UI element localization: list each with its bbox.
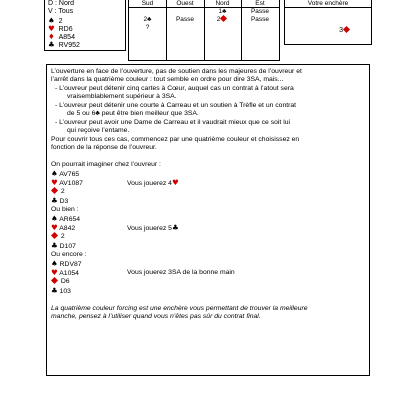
intro-line-2: l’arrêt dans la quatrième couleur : tout semble en ordre pour dire 3SA, mais...	[51, 76, 284, 83]
bid-nord-2: 2	[204, 16, 241, 24]
diamond-icon	[51, 277, 58, 284]
intro-line-1: L’ouverture en face de l’ouverture, pas de soutien dans les majeures de l’ouvreur et	[51, 68, 302, 75]
hand2-diamonds: 2	[51, 233, 65, 241]
result-1: Vous jouerez 4♥	[127, 178, 179, 187]
cover-line-1: Pour couvrir tous ces cas, commencez par une quatrième couleur et choisissez en	[51, 136, 300, 143]
cover-line-2: fonction de la réponse de l’ouvreur.	[51, 144, 157, 151]
imagine-line: On pourrait imaginer chez l’ouvreur :	[51, 161, 161, 168]
bullet-2b: de 5 ou 6♣ peut être bien meilleur que 3SA.	[67, 110, 199, 117]
heart-icon: ♥	[51, 268, 58, 277]
bullet-1a: - L’ouvreur peut détenir cinq cartes à Cœur, auquel cas un contrat à l’atout sera	[55, 85, 294, 92]
deal-box	[44, 0, 126, 51]
club-icon: ♣	[51, 286, 58, 295]
bid-header-nord: Nord	[215, 0, 230, 7]
conclusion-line-1: La quatrième couleur forcing est une enchère vous permettant de trouver la meilleure	[51, 305, 308, 312]
hand1-clubs: ♣ D3	[51, 196, 69, 205]
hand-clubs: ♣ RV952	[48, 40, 80, 49]
club-icon: ♣	[48, 40, 55, 49]
bid-nord-1: 1♣	[218, 8, 227, 15]
hand2-spades: ♠ AR654	[51, 214, 81, 223]
hand1-hearts: ♥ AV1087	[51, 178, 83, 187]
ouencore-line: Ou encore :	[51, 251, 87, 258]
bid-header-sud: Sud	[141, 0, 154, 7]
bullet-1b: vraisemblablement supérieur à 3SA.	[67, 93, 177, 100]
bullet-3a: - L’ouvreur peut avoir une Dame de Carreau et il vaudrait mieux que ce soit lui	[55, 119, 290, 126]
bid-est-2: Passe	[250, 16, 270, 23]
hand2-clubs: ♣ D107	[51, 241, 76, 250]
bullet-2a: - L’ouvreur peut détenir une courte à Carreau et un soutien à Trèfle et un contrat	[55, 102, 297, 109]
diamond-icon: ♦	[48, 32, 55, 41]
hand2-hearts: ♥ A842	[51, 223, 76, 232]
spade-icon: ♠	[51, 259, 58, 268]
bullet-3b: qui reçoive l’entame.	[67, 127, 130, 134]
your-bid-title: Votre enchère	[307, 0, 349, 7]
hand3-diamonds: D6	[51, 278, 70, 286]
heart-icon: ♥	[48, 24, 55, 33]
hand-spades: ♠ 2	[48, 16, 63, 25]
bid-ouest-1: Passe	[175, 16, 195, 23]
vulnerability-label: V : Tous	[48, 8, 74, 15]
hand-diamonds: ♦ A854	[48, 32, 75, 41]
spade-icon: ♠	[51, 214, 58, 223]
diamond-icon	[220, 15, 227, 22]
spade-icon: ♠	[48, 16, 55, 25]
explanation-box	[46, 64, 370, 376]
hand3-hearts: ♥ A1054	[51, 268, 79, 277]
result-3: Vous jouerez 3SA de la bonne main	[127, 269, 235, 276]
heart-icon: ♥	[51, 178, 58, 187]
bidding-table	[128, 0, 280, 61]
bid-est-1: Passe	[250, 8, 270, 15]
club-icon: ♣	[51, 196, 58, 205]
your-bid-box	[284, 0, 372, 45]
hand3-clubs: ♣ 103	[51, 286, 71, 295]
conclusion-line-2: manche, pensez à l’utiliser quand vous n’êtes pas sûr du contrat final.	[51, 313, 261, 320]
bid-header-est: Est	[255, 0, 265, 7]
spade-icon: ♠	[51, 169, 58, 178]
heart-icon: ♥	[51, 223, 58, 232]
your-bid-value: 3	[339, 27, 351, 34]
diamond-icon	[51, 187, 58, 194]
bid-sud-2: ?	[145, 24, 150, 31]
diamond-icon	[343, 26, 350, 33]
hand1-diamonds: 2	[51, 188, 65, 196]
hand3-spades: ♠ RDV87	[51, 259, 82, 268]
diamond-icon	[51, 232, 58, 239]
heart-icon: ♥	[171, 178, 179, 187]
result-2: Vous jouerez 5♣	[127, 223, 179, 232]
club-icon: ♣	[51, 241, 58, 250]
club-icon: ♣	[171, 223, 179, 232]
hand-hearts: ♥ RD6	[48, 24, 73, 33]
oubien-line: Ou bien :	[51, 206, 79, 213]
dealer-label: D : Nord	[48, 0, 75, 7]
bid-header-ouest: Ouest	[176, 0, 194, 7]
bid-sud-1: 2♣	[143, 16, 152, 23]
hand1-spades: ♠ AV765	[51, 169, 80, 178]
